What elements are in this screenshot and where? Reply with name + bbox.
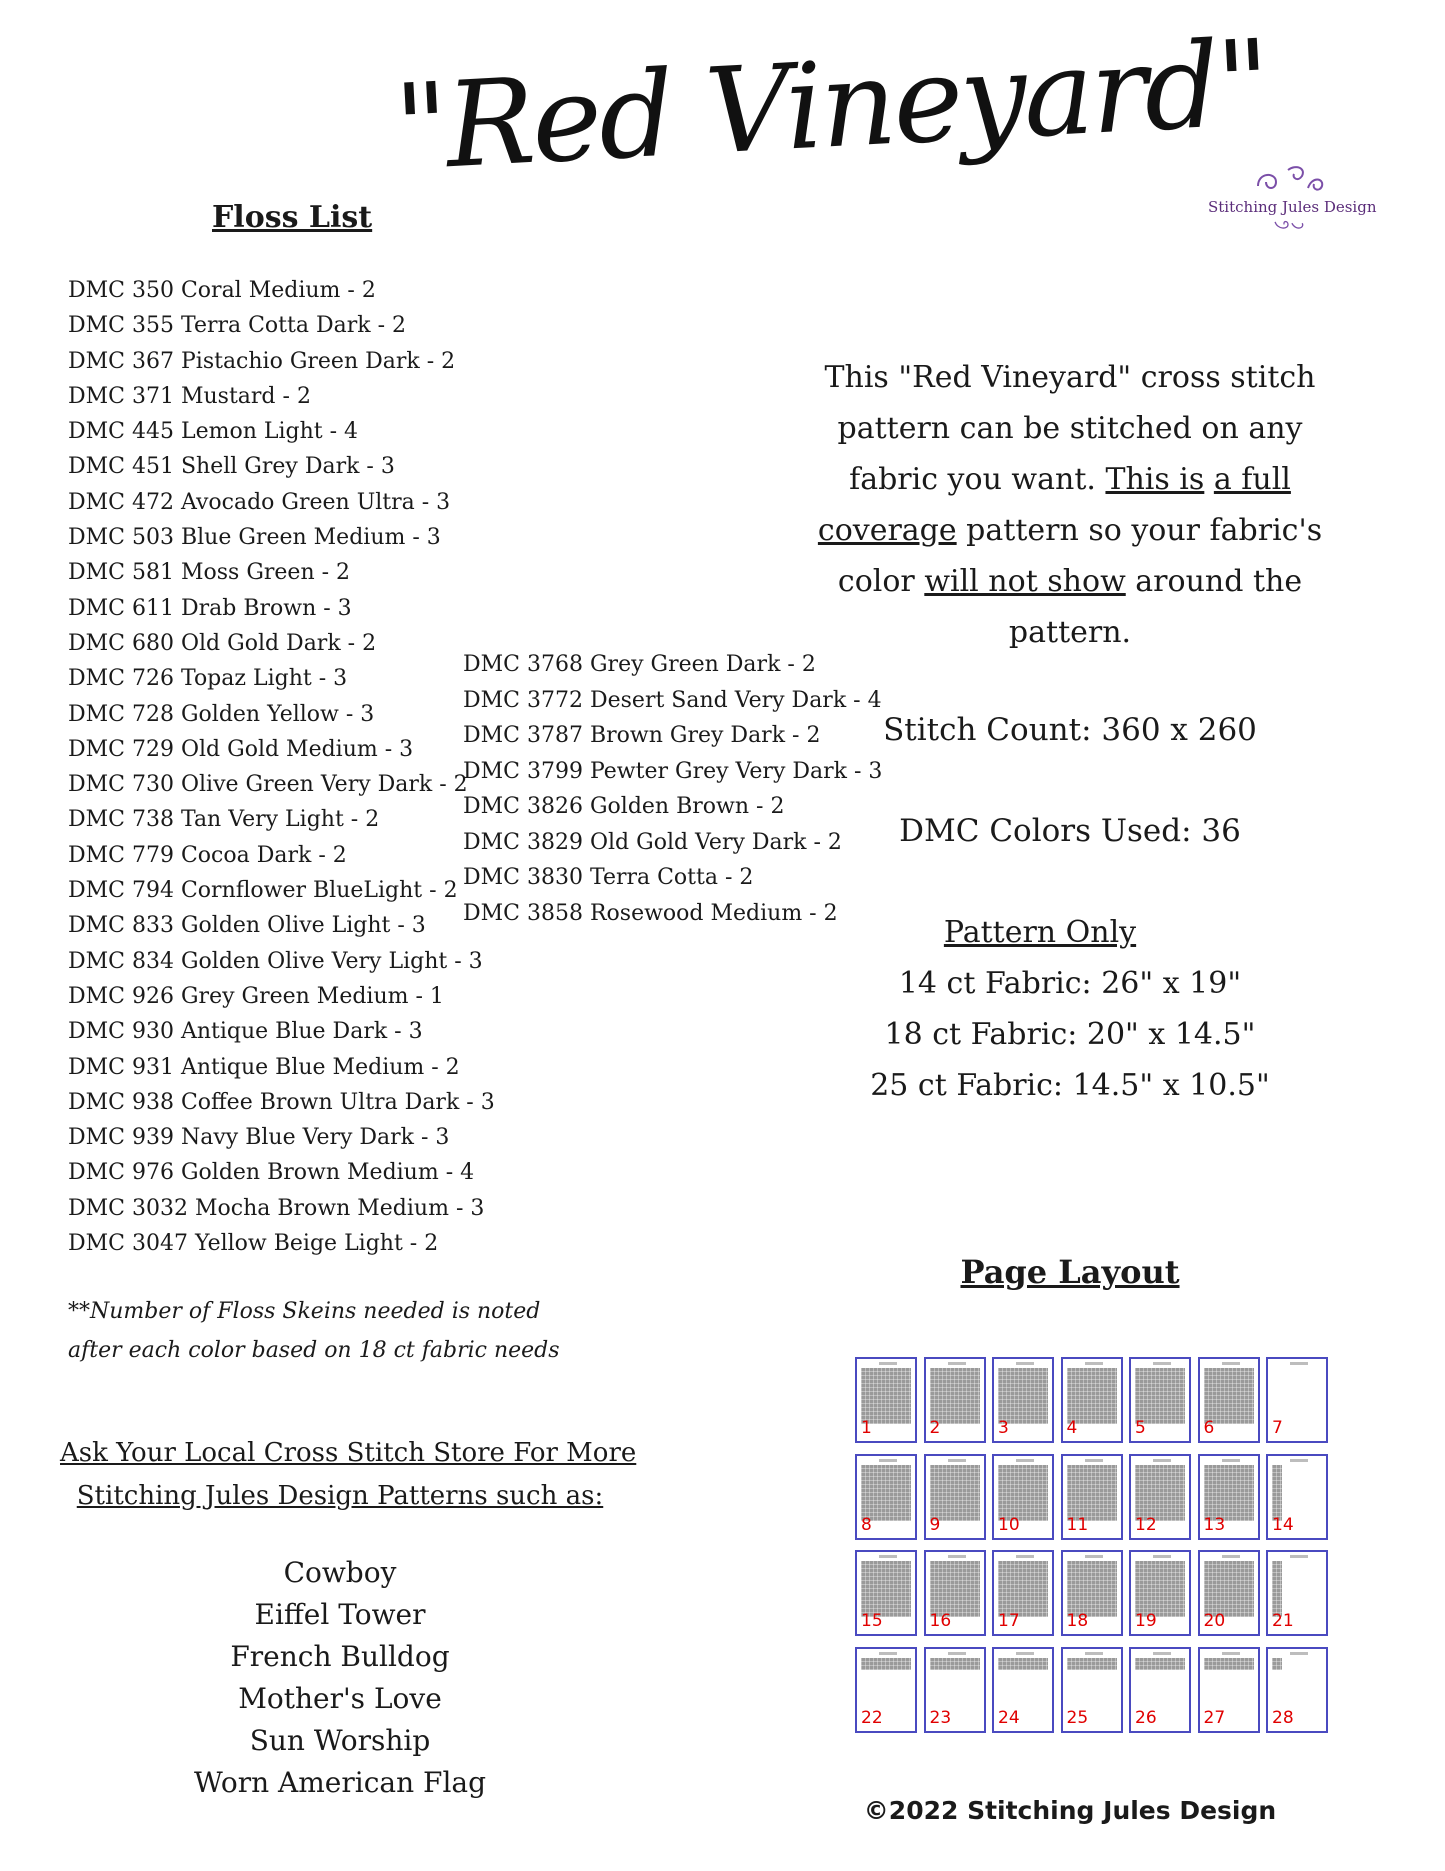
page-number: 5 bbox=[1135, 1418, 1146, 1438]
brand-logo bbox=[1208, 162, 1377, 258]
page-layout-heading: Page Layout bbox=[960, 1253, 1180, 1291]
page-thumbnail-chart bbox=[1204, 1561, 1254, 1617]
page-thumbnail-header bbox=[1085, 1459, 1103, 1462]
ask-local-store bbox=[60, 1432, 637, 1518]
floss-item: DMC 3829 Old Gold Very Dark - 2 bbox=[463, 829, 842, 855]
page-thumbnail bbox=[855, 1357, 917, 1443]
page-thumbnail bbox=[1129, 1550, 1191, 1636]
skein-note-line-1: **Number of Floss Skeins needed is noted bbox=[68, 1299, 541, 1324]
colors-used: DMC Colors Used: 36 bbox=[899, 813, 1241, 849]
page-number: 21 bbox=[1272, 1611, 1294, 1631]
page-number: 22 bbox=[861, 1707, 883, 1728]
description-text-1: This "Red Vineyard" cross stitch pattern can be stitched on any fabric you want. bbox=[824, 360, 1316, 497]
floss-item: DMC 738 Tan Very Light - 2 bbox=[68, 807, 380, 833]
pattern-name: Worn American Flag bbox=[193, 1766, 487, 1799]
page-number: 19 bbox=[1135, 1611, 1157, 1631]
floss-item: DMC 3799 Pewter Grey Very Dark - 3 bbox=[463, 758, 883, 784]
pattern-name: Eiffel Tower bbox=[254, 1598, 426, 1631]
floss-item: DMC 939 Navy Blue Very Dark - 3 bbox=[68, 1125, 450, 1151]
page-thumbnail-header bbox=[1153, 1555, 1171, 1558]
page-number: 25 bbox=[1066, 1707, 1089, 1728]
page-thumbnail-header bbox=[948, 1652, 966, 1655]
floss-item: DMC 729 Old Gold Medium - 3 bbox=[68, 736, 414, 762]
floss-item: DMC 930 Antique Blue Dark - 3 bbox=[68, 1019, 423, 1045]
floss-item: DMC 931 Antique Blue Medium - 2 bbox=[68, 1054, 460, 1080]
page-number: 11 bbox=[1066, 1514, 1089, 1535]
fabric-size-25ct: 25 ct Fabric: 14.5" x 10.5" bbox=[870, 1068, 1270, 1103]
page-number: 4 bbox=[1066, 1418, 1078, 1438]
page-number: 7 bbox=[1272, 1418, 1283, 1438]
page-thumbnail-chart bbox=[930, 1561, 980, 1617]
page-thumbnail-header bbox=[1153, 1362, 1171, 1365]
description-underline-2: a full coverage bbox=[817, 462, 1291, 548]
fabric-sizes bbox=[800, 908, 1340, 1111]
page-number: 26 bbox=[1135, 1707, 1157, 1728]
page-thumbnail-header bbox=[879, 1652, 897, 1655]
skein-note-line-2: after each color based on 18 ct fabric needs bbox=[68, 1338, 560, 1363]
page-number: 2 bbox=[929, 1418, 941, 1438]
pattern-name: French Bulldog bbox=[230, 1640, 450, 1673]
floss-item: DMC 3830 Terra Cotta - 2 bbox=[463, 865, 754, 890]
page-thumbnail-chart bbox=[861, 1465, 911, 1521]
page-thumbnail-header bbox=[1016, 1362, 1034, 1365]
page-thumbnail-chart bbox=[1135, 1465, 1185, 1521]
description-text-3: around the pattern. bbox=[1008, 564, 1303, 650]
floss-list-heading: Floss List bbox=[212, 200, 373, 235]
page-thumbnail-header bbox=[1290, 1652, 1308, 1655]
page-thumbnail bbox=[1266, 1647, 1328, 1733]
page-thumbnail-header bbox=[1153, 1459, 1171, 1462]
pattern-description bbox=[800, 352, 1340, 658]
floss-item: DMC 503 Blue Green Medium - 3 bbox=[68, 525, 441, 551]
floss-item: DMC 445 Lemon Light - 4 bbox=[68, 419, 359, 445]
floss-item: DMC 3032 Mocha Brown Medium - 3 bbox=[68, 1195, 485, 1221]
page-thumbnail-header bbox=[1016, 1459, 1034, 1462]
floss-item: DMC 350 Coral Medium - 2 bbox=[68, 278, 376, 303]
pattern-only-heading: Pattern Only bbox=[943, 915, 1137, 950]
fabric-size-14ct: 14 ct Fabric: 26" x 19" bbox=[898, 966, 1242, 1001]
page-thumbnail bbox=[1129, 1454, 1191, 1540]
copyright: ©2022 Stitching Jules Design bbox=[863, 1796, 1277, 1825]
page-number: 18 bbox=[1066, 1611, 1089, 1631]
pattern-name: Mother's Love bbox=[238, 1682, 442, 1715]
page-thumbnail-header bbox=[948, 1459, 966, 1462]
page-thumbnail-header bbox=[1085, 1652, 1103, 1655]
page-number: 28 bbox=[1272, 1707, 1294, 1728]
page-thumbnail bbox=[1266, 1454, 1328, 1540]
floss-item: DMC 3787 Brown Grey Dark - 2 bbox=[463, 723, 821, 748]
floss-item: DMC 3858 Rosewood Medium - 2 bbox=[463, 900, 838, 926]
floss-list-column-1 bbox=[68, 273, 495, 1261]
fabric-size-18ct: 18 ct Fabric: 20" x 14.5" bbox=[884, 1017, 1256, 1052]
page-thumbnail-chart bbox=[1272, 1561, 1282, 1617]
page-thumbnail-chart bbox=[1067, 1561, 1117, 1617]
page-thumbnail bbox=[1198, 1357, 1260, 1443]
pattern-title: "Red Vineyard" bbox=[391, 13, 1272, 197]
floss-item: DMC 726 Topaz Light - 3 bbox=[68, 666, 348, 692]
page-thumbnail bbox=[992, 1647, 1054, 1733]
stitch-count: Stitch Count: 360 x 260 bbox=[883, 712, 1257, 748]
page-number: 8 bbox=[861, 1514, 872, 1535]
page-thumbnail bbox=[855, 1550, 917, 1636]
ask-line-1: Ask Your Local Cross Stitch Store For More bbox=[60, 1438, 637, 1468]
page-thumbnail bbox=[1061, 1550, 1123, 1636]
page-number: 27 bbox=[1203, 1707, 1226, 1728]
page-number: 14 bbox=[1272, 1514, 1294, 1535]
page-thumbnail bbox=[855, 1454, 917, 1540]
logo-text: Stitching Jules Design bbox=[1208, 198, 1377, 216]
page-thumbnail bbox=[1061, 1454, 1123, 1540]
page-thumbnail-chart bbox=[1272, 1465, 1282, 1521]
floss-item: DMC 728 Golden Yellow - 3 bbox=[68, 701, 375, 727]
page-number: 20 bbox=[1203, 1611, 1226, 1631]
description-space bbox=[1204, 462, 1214, 497]
page-thumbnail bbox=[992, 1357, 1054, 1443]
page-thumbnail bbox=[1198, 1647, 1260, 1733]
page-thumbnail bbox=[992, 1454, 1054, 1540]
page-thumbnail-header bbox=[1153, 1652, 1171, 1655]
floss-item: DMC 3768 Grey Green Dark - 2 bbox=[463, 652, 816, 677]
page-thumbnail-chart bbox=[1204, 1368, 1254, 1424]
floss-item: DMC 355 Terra Cotta Dark - 2 bbox=[68, 313, 406, 339]
page-thumbnail-chart bbox=[1067, 1368, 1117, 1424]
page-thumbnail-chart bbox=[1135, 1368, 1185, 1424]
page-number: 3 bbox=[998, 1418, 1009, 1438]
floss-list-column-2 bbox=[463, 647, 882, 931]
page-thumbnail bbox=[992, 1550, 1054, 1636]
pattern-name: Cowboy bbox=[283, 1556, 397, 1589]
floss-item: DMC 611 Drab Brown - 3 bbox=[68, 595, 352, 621]
page-number: 6 bbox=[1203, 1418, 1215, 1438]
page-thumbnail-header bbox=[1016, 1555, 1034, 1558]
floss-item: DMC 926 Grey Green Medium - 1 bbox=[68, 983, 444, 1009]
floss-item: DMC 680 Old Gold Dark - 2 bbox=[68, 630, 377, 656]
page-number: 24 bbox=[998, 1707, 1020, 1728]
floss-item: DMC 779 Cocoa Dark - 2 bbox=[68, 842, 347, 868]
page-thumbnail bbox=[924, 1647, 986, 1733]
skein-note bbox=[68, 1292, 560, 1370]
floss-item: DMC 3047 Yellow Beige Light - 2 bbox=[68, 1231, 439, 1257]
page-thumbnail bbox=[855, 1647, 917, 1733]
ask-line-2: Stitching Jules Design Patterns such as: bbox=[76, 1481, 604, 1511]
page-thumbnail-chart bbox=[930, 1658, 980, 1670]
page-thumbnail bbox=[924, 1550, 986, 1636]
page-thumbnail bbox=[1061, 1357, 1123, 1443]
floss-item: DMC 451 Shell Grey Dark - 3 bbox=[68, 454, 395, 480]
page-thumbnail-header bbox=[948, 1555, 966, 1558]
page-thumbnail-chart bbox=[998, 1658, 1048, 1670]
page-number: 16 bbox=[929, 1611, 952, 1631]
page-thumbnail bbox=[1266, 1550, 1328, 1636]
page-number: 1 bbox=[861, 1418, 872, 1438]
page-thumbnail-chart bbox=[861, 1561, 911, 1617]
page-thumbnail-header bbox=[1085, 1555, 1103, 1558]
floss-item: DMC 367 Pistachio Green Dark - 2 bbox=[68, 348, 456, 374]
page-thumbnail bbox=[1129, 1357, 1191, 1443]
floss-item: DMC 3826 Golden Brown - 2 bbox=[463, 794, 785, 819]
page-thumbnail bbox=[924, 1454, 986, 1540]
purple-swirl-icon bbox=[1248, 162, 1328, 196]
page-thumbnail-chart bbox=[1204, 1658, 1254, 1670]
page-thumbnail bbox=[1198, 1454, 1260, 1540]
page-number: 12 bbox=[1135, 1514, 1157, 1535]
floss-item: DMC 3772 Desert Sand Very Dark - 4 bbox=[463, 687, 882, 713]
page-thumbnail-header bbox=[879, 1362, 897, 1365]
page-thumbnail bbox=[1061, 1647, 1123, 1733]
page-number: 17 bbox=[998, 1611, 1020, 1631]
page-thumbnail-header bbox=[1222, 1555, 1240, 1558]
page-thumbnail-chart bbox=[1204, 1465, 1254, 1521]
page-thumbnail bbox=[1198, 1550, 1260, 1636]
page-thumbnail-chart bbox=[1135, 1561, 1185, 1617]
page-thumbnail-chart bbox=[998, 1465, 1048, 1521]
floss-item: DMC 976 Golden Brown Medium - 4 bbox=[68, 1160, 475, 1186]
page-layout-grid bbox=[855, 1357, 1335, 1742]
page-thumbnail-chart bbox=[1272, 1658, 1282, 1670]
page-number: 23 bbox=[929, 1707, 952, 1728]
page-thumbnail-header bbox=[879, 1555, 897, 1558]
page-thumbnail-header bbox=[948, 1362, 966, 1365]
pattern-name: Sun Worship bbox=[249, 1724, 431, 1757]
page-thumbnail-header bbox=[1222, 1459, 1240, 1462]
page-thumbnail-header bbox=[1222, 1652, 1240, 1655]
page-thumbnail bbox=[1129, 1647, 1191, 1733]
floss-item: DMC 371 Mustard - 2 bbox=[68, 383, 311, 409]
floss-item: DMC 938 Coffee Brown Ultra Dark - 3 bbox=[68, 1089, 495, 1115]
page-number: 13 bbox=[1203, 1514, 1226, 1535]
page-number: 9 bbox=[929, 1514, 941, 1535]
page-thumbnail-chart bbox=[998, 1561, 1048, 1617]
page-thumbnail-header bbox=[1085, 1362, 1103, 1365]
page-thumbnail-chart bbox=[1067, 1465, 1117, 1521]
page-thumbnail-header bbox=[879, 1459, 897, 1462]
floss-item: DMC 833 Golden Olive Light - 3 bbox=[68, 913, 426, 939]
page-thumbnail-chart bbox=[1067, 1658, 1117, 1670]
description-underline-3: will not show bbox=[924, 564, 1126, 599]
floss-item: DMC 794 Cornflower BlueLight - 2 bbox=[68, 878, 458, 904]
page-thumbnail-header bbox=[1290, 1362, 1308, 1365]
purple-swirl-icon-bottom bbox=[1248, 218, 1328, 240]
page-thumbnail-header bbox=[1290, 1459, 1308, 1462]
floss-item: DMC 581 Moss Green - 2 bbox=[68, 560, 351, 586]
floss-item: DMC 730 Olive Green Very Dark - 2 bbox=[68, 772, 468, 798]
description-underline-1: This is bbox=[1105, 462, 1205, 497]
page-thumbnail-header bbox=[1016, 1652, 1034, 1655]
other-patterns-list bbox=[110, 1552, 570, 1804]
page-thumbnail-chart bbox=[1135, 1658, 1185, 1670]
page-thumbnail-chart bbox=[861, 1658, 911, 1670]
page-number: 10 bbox=[998, 1514, 1020, 1535]
page-thumbnail bbox=[1266, 1357, 1328, 1443]
floss-item: DMC 472 Avocado Green Ultra - 3 bbox=[68, 489, 451, 515]
page-number: 15 bbox=[861, 1611, 883, 1631]
page-thumbnail-chart bbox=[930, 1368, 980, 1424]
page-thumbnail-chart bbox=[930, 1465, 980, 1521]
description-text-2: pattern so your fabric's color bbox=[837, 513, 1323, 599]
page-thumbnail bbox=[924, 1357, 986, 1443]
page-thumbnail-header bbox=[1290, 1555, 1308, 1558]
floss-item: DMC 834 Golden Olive Very Light - 3 bbox=[68, 948, 483, 974]
page-thumbnail-chart bbox=[861, 1368, 911, 1424]
page-thumbnail-chart bbox=[998, 1368, 1048, 1424]
page-thumbnail-header bbox=[1222, 1362, 1240, 1365]
